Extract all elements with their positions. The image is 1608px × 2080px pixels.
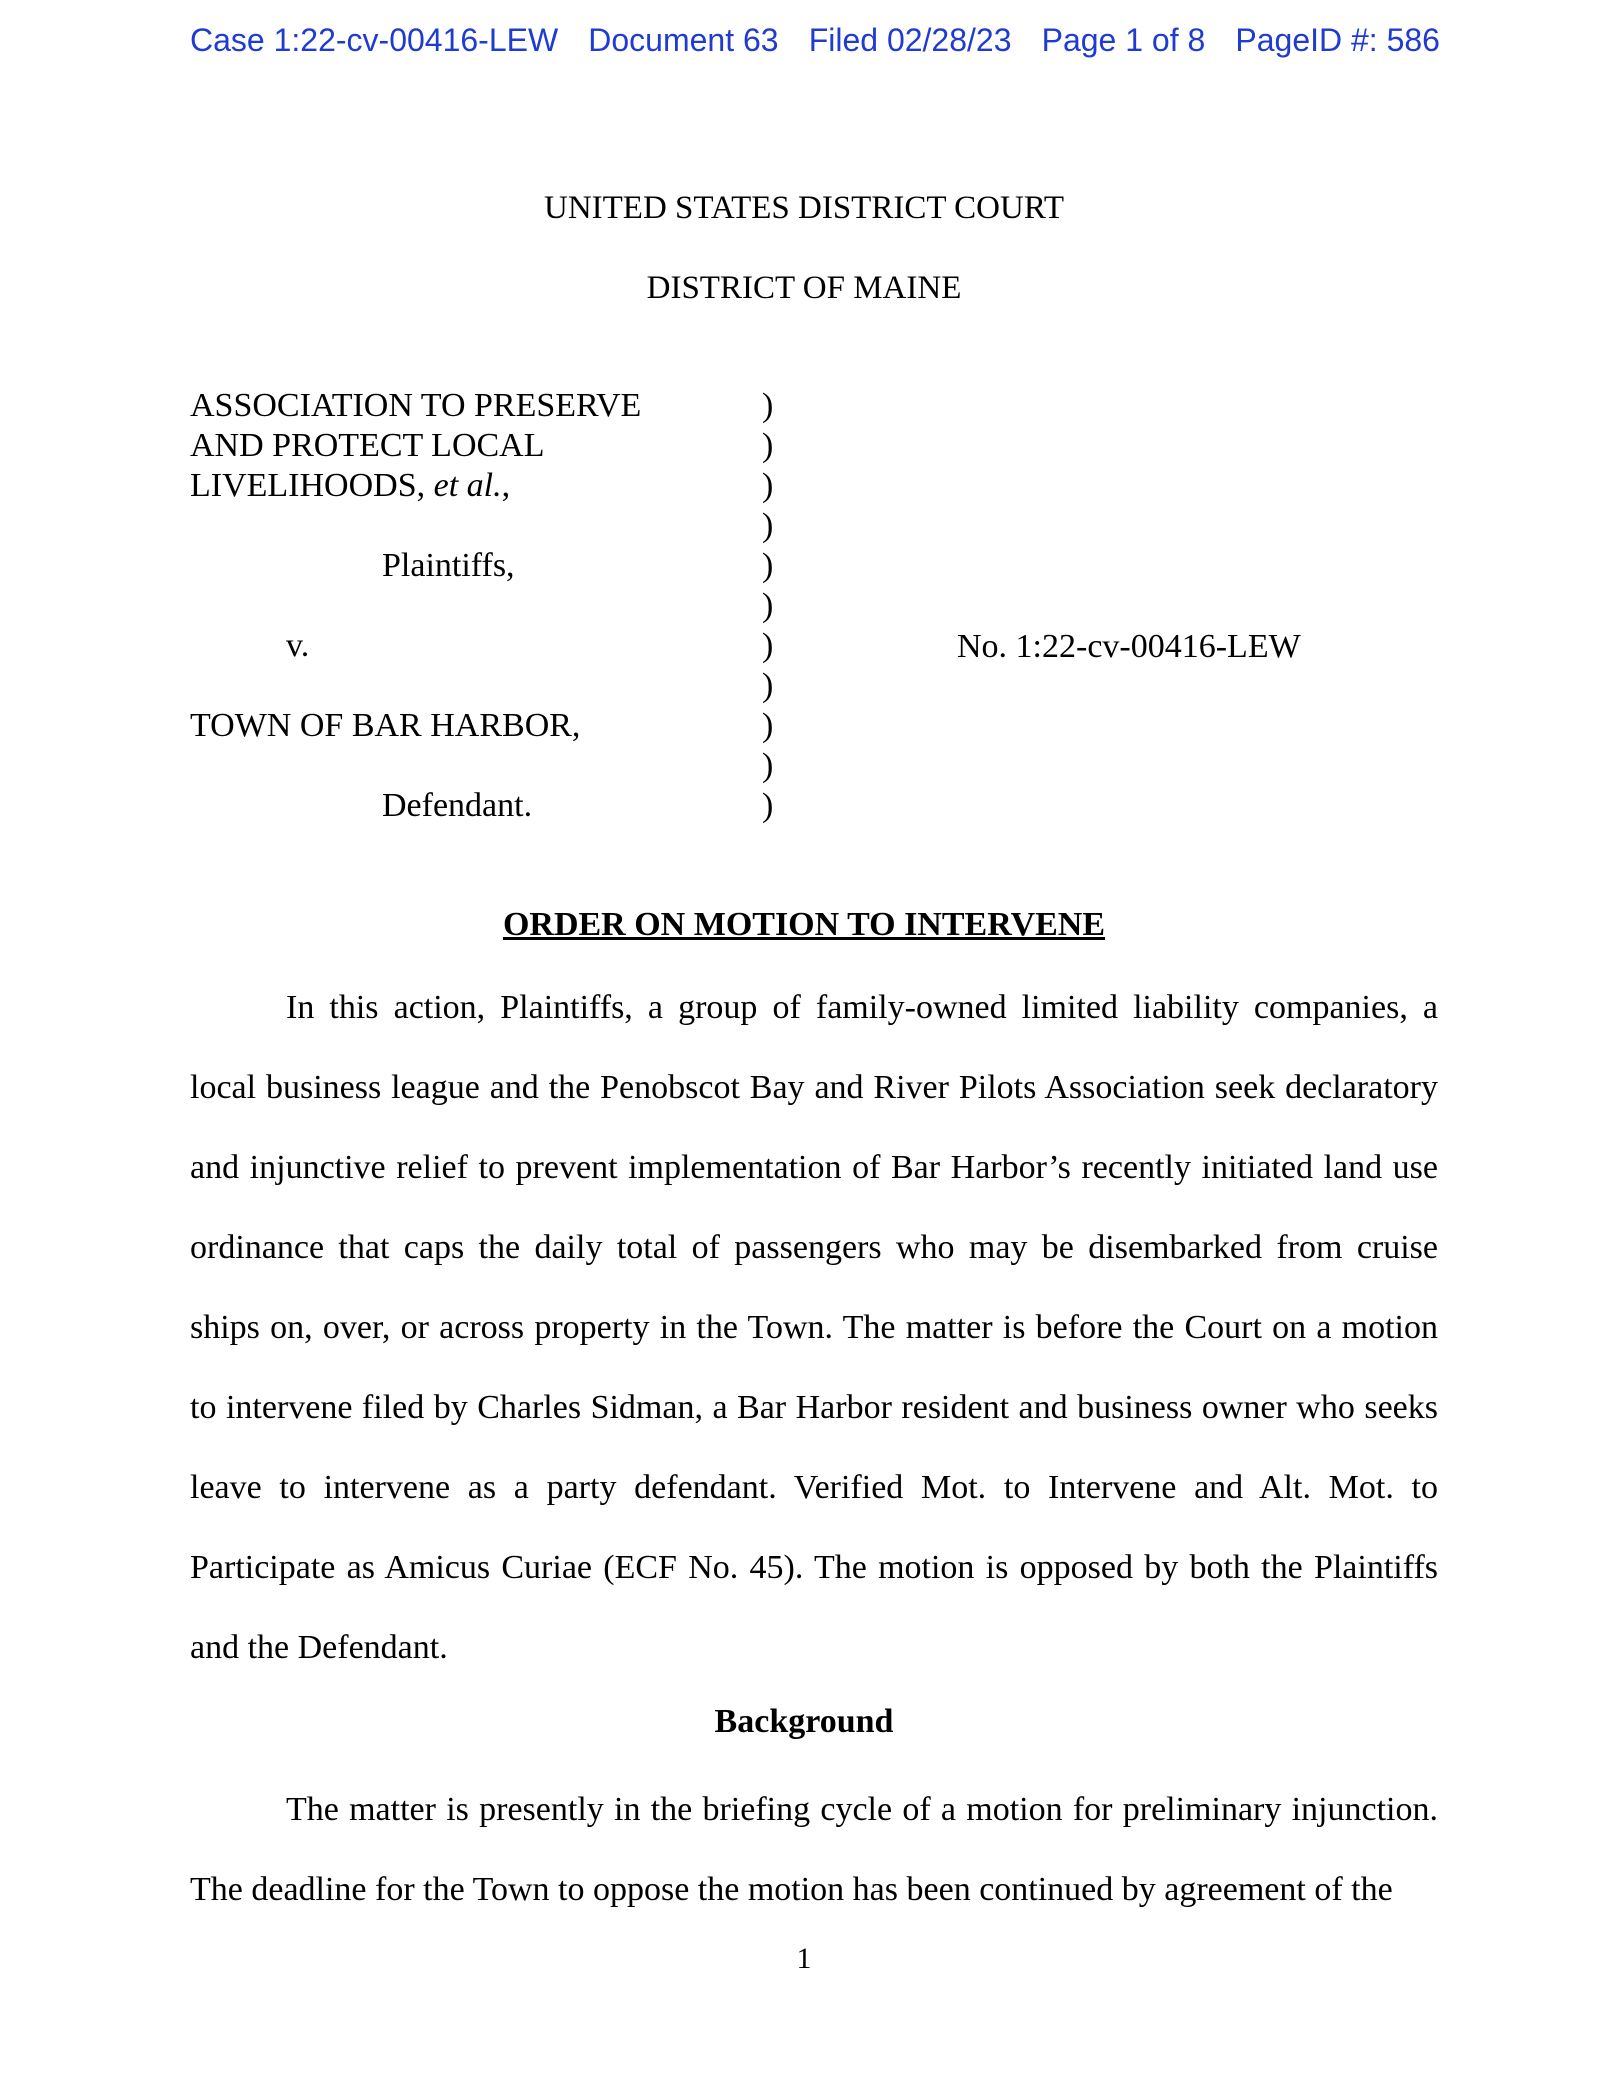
- plaintiff-et-al: et al.: [433, 467, 502, 504]
- plaintiff-name-line2: AND PROTECT LOCAL: [190, 427, 545, 464]
- caption-paren: ): [762, 387, 774, 424]
- stamp-case: Case 1:22-cv-00416-LEW: [190, 22, 559, 58]
- court-district: DISTRICT OF MAINE: [646, 270, 962, 306]
- filing-stamp-header: [190, 22, 1440, 59]
- plaintiff-livelihoods: LIVELIHOODS,: [190, 467, 426, 504]
- stamp-page: Page 1 of 8: [1041, 22, 1206, 58]
- section-heading-background: Background: [714, 1703, 894, 1740]
- caption-paren: ): [762, 587, 774, 624]
- plaintiff-name: [190, 386, 641, 506]
- plaintiff-name-line1: ASSOCIATION TO PRESERVE: [190, 387, 642, 424]
- caption-paren: ): [762, 627, 774, 664]
- versus: v.: [286, 627, 310, 664]
- page-number: 1: [796, 1942, 812, 1975]
- case-number: No. 1:22-cv-00416-LEW: [957, 628, 1301, 665]
- defendant-name: TOWN OF BAR HARBOR,: [190, 707, 581, 744]
- paragraph-background-text: The matter is presently in the briefing cycle of a motion for preliminary injunction. The deadline for the Town to oppose the motion has been continued by agreement of the: [190, 1791, 1438, 1908]
- paragraph-background: [190, 1770, 1438, 1930]
- plaintiff-comma: ,: [501, 467, 511, 504]
- caption-paren: ): [762, 547, 774, 584]
- plaintiffs-label: Plaintiffs,: [382, 547, 515, 584]
- caption-paren: ): [762, 667, 774, 704]
- caption-paren: ): [762, 467, 774, 504]
- stamp-filed: Filed 02/28/23: [808, 22, 1012, 58]
- stamp-pageid: PageID #: 586: [1235, 22, 1440, 58]
- caption-paren: ): [762, 707, 774, 744]
- caption-paren: ): [762, 787, 774, 824]
- caption-paren: ): [762, 747, 774, 784]
- defendant-label: Defendant.: [382, 787, 533, 824]
- caption-paren: ): [762, 427, 774, 464]
- caption-paren: ): [762, 507, 774, 544]
- caption-parentheses: [762, 386, 773, 826]
- paragraph-intro-text: In this action, Plaintiffs, a group of family-owned limited liability companies, a local business league and the Penobscot Bay and River Pilots Association seek declaratory and injunctive relief to prevent implementation of Bar Harbor’s recently initiated land use ordinance that caps the daily total of passengers who may be disembarked from cruise ships on, over, or across property in the Town. The matter is before the Court on a motion to intervene filed by Charles Sidman, a Bar Harbor resident and business owner who seeks leave to intervene as a party defendant. Verified Mot. to Intervene and Alt. Mot. to Participate as Amicus Curiae (ECF No. 45). The motion is opposed by both the Plaintiffs and the Defendant.: [190, 989, 1438, 1666]
- plaintiff-name-line3: [190, 466, 641, 506]
- order-title: ORDER ON MOTION TO INTERVENE: [502, 906, 1106, 943]
- court-name: UNITED STATES DISTRICT COURT: [543, 190, 1065, 226]
- stamp-document: Document 63: [588, 22, 779, 58]
- paragraph-intro: [190, 968, 1438, 1688]
